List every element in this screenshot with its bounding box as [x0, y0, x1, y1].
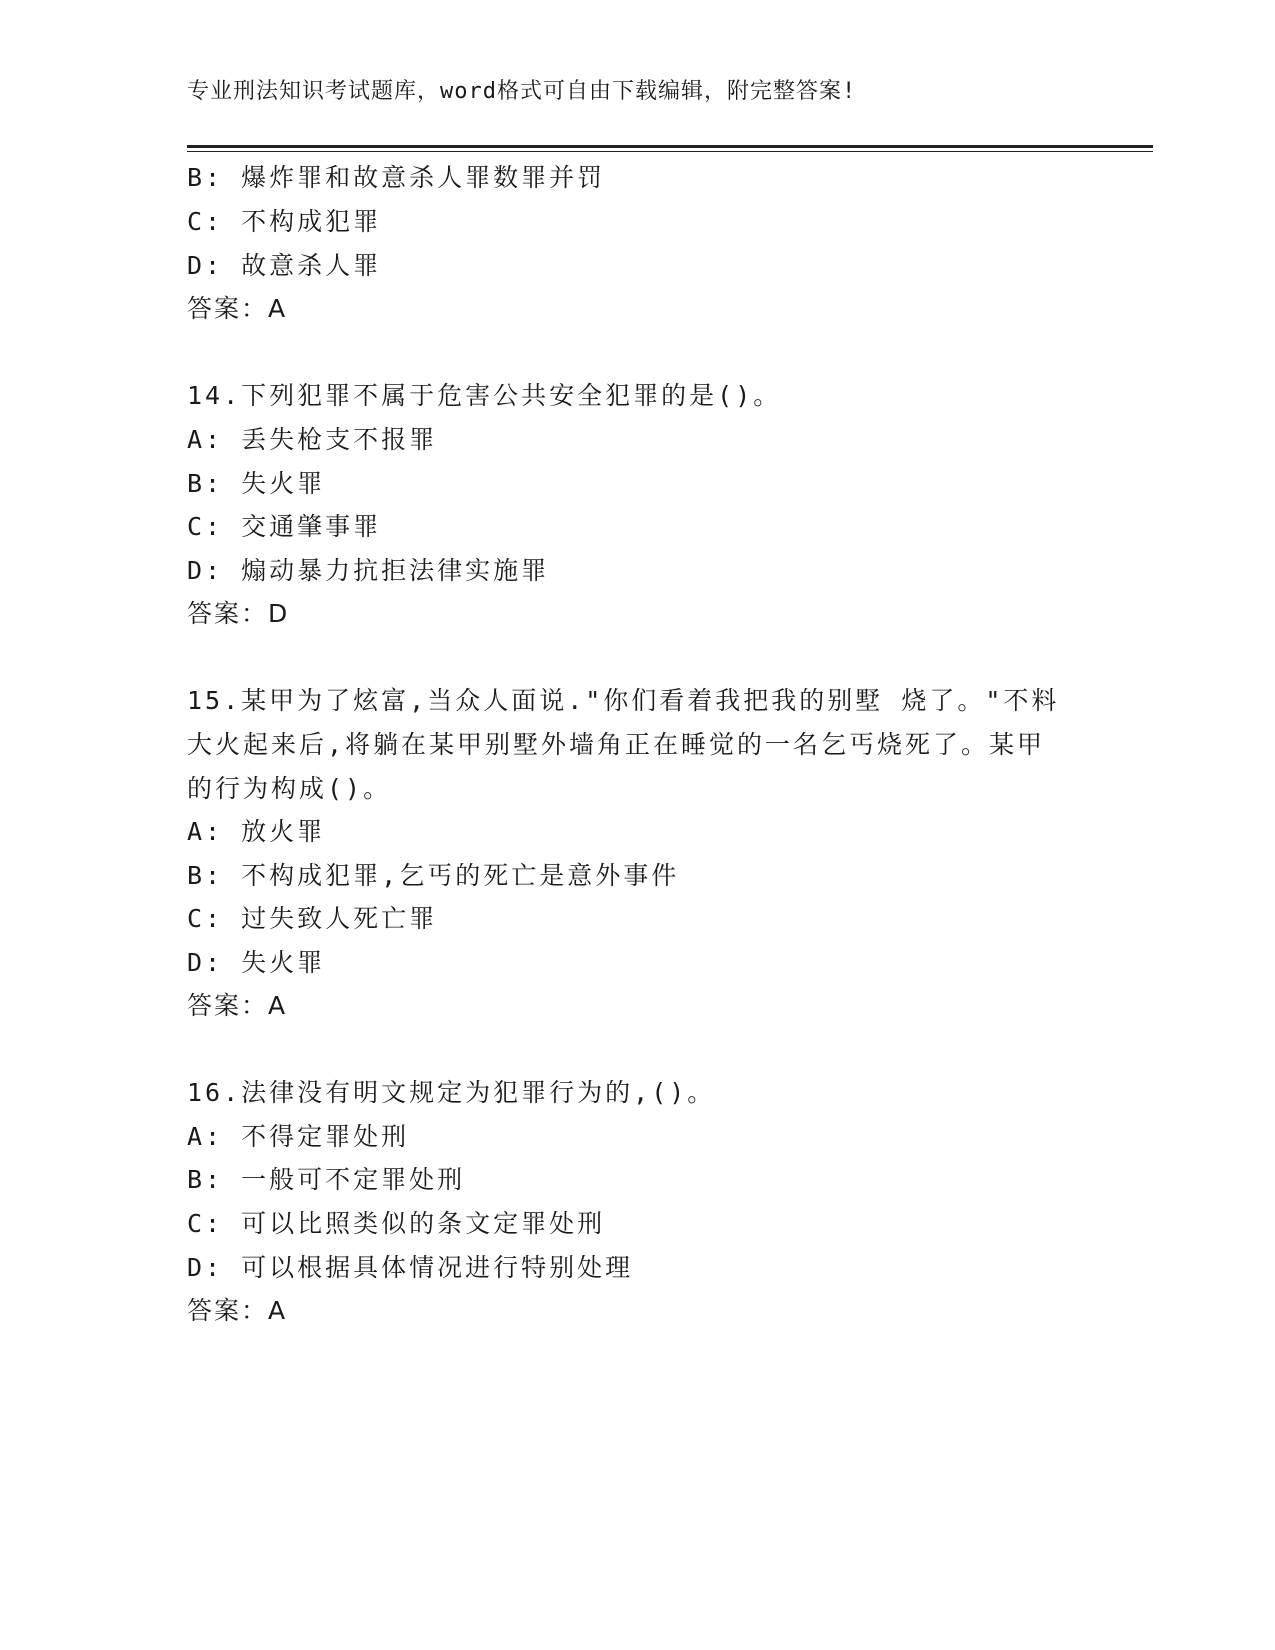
q15-option-a: A: 放火罪 — [187, 817, 326, 846]
q16-option-d: D: 可以根据具体情况进行特别处理 — [187, 1253, 634, 1282]
prev-option-d: D: 故意杀人罪 — [187, 251, 382, 280]
q16-option-a: A: 不得定罪处刑 — [187, 1122, 410, 1151]
q15-answer: 答案：A — [187, 991, 288, 1020]
prev-answer: 答案：A — [187, 294, 288, 323]
q15-stem-line-1: 15.某甲为了炫富,当众人面说."你们看着我把我的别墅 烧了。"不料 — [187, 686, 1060, 715]
q15-option-b: B: 不构成犯罪,乞丐的死亡是意外事件 — [187, 861, 680, 890]
prev-option-c: C: 不构成犯罪 — [187, 207, 382, 236]
header-rule-thick — [187, 145, 1153, 148]
q15-stem-line-3: 的行为构成()。 — [187, 774, 392, 803]
header-rule-thin — [187, 151, 1153, 152]
q14-option-c: C: 交通肇事罪 — [187, 512, 382, 541]
prev-option-b: B: 爆炸罪和故意杀人罪数罪并罚 — [187, 163, 606, 192]
page-header: 专业刑法知识考试题库，word格式可自由下载编辑，附完整答案! — [187, 79, 857, 104]
q15-stem-line-2: 大火起来后,将躺在某甲别墅外墙角正在睡觉的一名乞丐烧死了。某甲 — [187, 730, 1046, 759]
q14-option-d: D: 煽动暴力抗拒法律实施罪 — [187, 556, 550, 585]
q16-option-b: B: 一般可不定罪处刑 — [187, 1165, 466, 1194]
q14-option-a: A: 丢失枪支不报罪 — [187, 425, 438, 454]
q15-option-c: C: 过失致人死亡罪 — [187, 904, 438, 933]
q14-stem: 14.下列犯罪不属于危害公共安全犯罪的是()。 — [187, 381, 782, 410]
q14-answer: 答案：D — [187, 599, 290, 628]
q16-option-c: C: 可以比照类似的条文定罪处刑 — [187, 1209, 606, 1238]
q16-stem: 16.法律没有明文规定为犯罪行为的,()。 — [187, 1078, 716, 1107]
q16-answer: 答案：A — [187, 1296, 288, 1325]
q15-option-d: D: 失火罪 — [187, 948, 326, 977]
q14-option-b: B: 失火罪 — [187, 469, 326, 498]
